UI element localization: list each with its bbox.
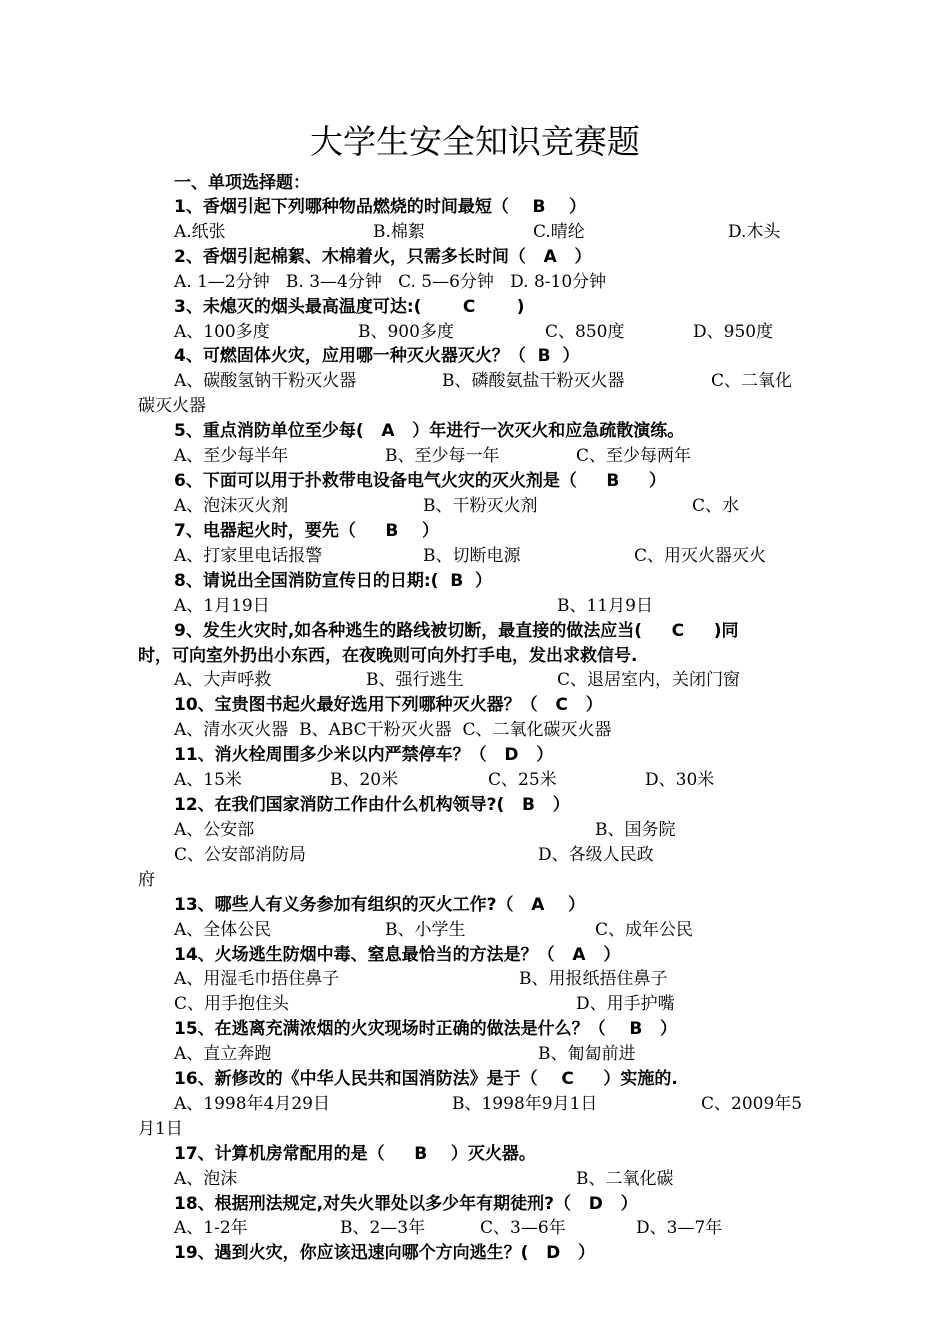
q5-option-b: B、至少每一年 [385,446,500,466]
question-17: 17、计算机房常配用的是（ B ）灭火器。 [174,1144,536,1164]
question-12: 12、在我们国家消防工作由什么机构领导?( B ） [174,795,570,815]
q3-option-a: A、100多度 [174,322,270,342]
question-14: 14、火场逃生防烟中毒、窒息最恰当的方法是？（ A ） [174,945,621,965]
q4-option-b: B、磷酸氨盐干粉灭火器 [442,371,625,391]
q12-option-d: D、各级人民政 [538,845,654,865]
question-13: 13、哪些人有义务参加有组织的灭火工作?（ A ） [174,895,586,915]
question-1: 1、香烟引起下列哪种物品燃烧的时间最短（ B ） [174,197,587,217]
q9-option-b: B、强行逃生 [366,670,464,690]
q5-option-a: A、至少每半年 [174,446,289,466]
q12-option-a: A、公安部 [174,820,255,840]
q9-option-a: A、大声呼救 [174,670,272,690]
question-11: 11、消火栓周围多少米以内严禁停车？（ D ） [174,745,554,765]
q14-option-b: B、用报纸捂住鼻子 [519,969,668,989]
q1-option-a: A.纸张 [174,222,226,242]
q14-option-d: D、用手护嘴 [576,994,675,1014]
question-10: 10、宝贵图书起火最好选用下列哪种灭火器？（ C ） [174,695,603,715]
question-18: 18、根据刑法规定,对失火罪处以多少年有期徒刑?（ D ） [174,1194,638,1214]
q6-option-c: C、水 [692,496,740,516]
q16-option-c: C、2009年5 [701,1094,803,1114]
q2-options: A. 1—2分钟 B. 3—4分钟 C. 5—6分钟 D. 8-10分钟 [174,272,607,292]
q5-option-c: C、至少每两年 [576,446,692,466]
q18-option-d: D、3—7年 [636,1218,723,1238]
q1-option-b: B.棉絮 [373,222,425,242]
q16-option-a: A、1998年4月29日 [174,1094,330,1114]
q9-option-c: C、退居室内，关闭门窗 [557,670,741,690]
q4-option-a: A、碳酸氢钠干粉灭火器 [174,371,357,391]
q11-option-b: B、20米 [330,770,399,790]
q12-option-d-continued: 府 [138,870,155,890]
q10-options: A、清水灭火器 B、ABC干粉灭火器 C、二氧化碳灭火器 [174,720,612,740]
q8-option-b: B、11月9日 [557,596,653,616]
question-9-continued: 时，可向室外扔出小东西，在夜晚则可向外打手电，发出求救信号. [138,646,638,666]
q15-option-b: B、匍匐前进 [538,1044,636,1064]
q7-option-a: A、打家里电话报警 [174,546,323,566]
q14-option-a: A、用湿毛巾捂住鼻子 [174,969,340,989]
q12-option-b: B、国务院 [595,820,676,840]
q13-option-c: C、成年公民 [595,920,694,940]
q3-option-d: D、950度 [693,322,774,342]
question-6: 6、下面可以用于扑救带电设备电气火灾的灭火剂是（ B ） [174,471,666,491]
q18-option-a: A、1-2年 [174,1218,248,1238]
document-title: 大学生安全知识竞赛题 [310,122,640,161]
q6-option-b: B、干粉灭火剂 [423,496,538,516]
q11-option-d: D、30米 [645,770,715,790]
q1-option-d: D.木头 [728,222,781,242]
q16-option-b: B、1998年9月1日 [452,1094,598,1114]
q18-option-c: C、3—6年 [480,1218,566,1238]
q8-option-a: A、1月19日 [174,596,270,616]
q4-option-c-continued: 碳灭火器 [138,396,206,416]
section-heading: 一、单项选择题： [174,173,310,193]
question-4: 4、可燃固体火灾，应用哪一种灭火器灭火？（ B ） [174,346,580,366]
q17-option-a: A、泡沫 [174,1169,238,1189]
q6-option-a: A、泡沫灭火剂 [174,496,289,516]
q7-option-c: C、用灭火器灭火 [634,546,767,566]
question-2: 2、香烟引起棉絮、木棉着火，只需多长时间（ A ） [174,247,592,267]
q17-option-b: B、二氧化碳 [576,1169,674,1189]
q13-option-a: A、全体公民 [174,920,272,940]
question-3: 3、未熄灭的烟头最高温度可达:( C ) [174,297,525,317]
question-16: 16、新修改的《中华人民共和国消防法》是于（ C ）实施的. [174,1069,678,1089]
q14-option-c: C、用手抱住头 [174,994,290,1014]
q13-option-b: B、小学生 [385,920,466,940]
q3-option-c: C、850度 [545,322,625,342]
question-7: 7、电器起火时，要先（ B ） [174,521,440,541]
question-8: 8、请说出全国消防宣传日的日期:( B ） [174,571,493,591]
q18-option-b: B、2—3年 [340,1218,426,1238]
q7-option-b: B、切断电源 [423,546,521,566]
question-19: 19、遇到火灾，你应该迅速向哪个方向逃生？( D ） [174,1243,596,1263]
q16-option-c-continued: 月1日 [138,1119,183,1139]
question-5: 5、重点消防单位至少每( A ）年进行一次灭火和应急疏散演练。 [174,421,685,441]
question-15: 15、在逃离充满浓烟的火灾现场时正确的做法是什么？（ B ） [174,1019,678,1039]
q1-option-c: C.晴纶 [533,222,585,242]
q15-option-a: A、直立奔跑 [174,1044,272,1064]
q12-option-c: C、公安部消防局 [174,845,307,865]
q11-option-a: A、15米 [174,770,242,790]
q4-option-c: C、二氧化 [711,371,793,391]
q3-option-b: B、900多度 [358,322,454,342]
q11-option-c: C、25米 [488,770,557,790]
question-9: 9、发生火灾时,如各种逃生的路线被切断，最直接的做法应当( C )同 [174,621,739,641]
